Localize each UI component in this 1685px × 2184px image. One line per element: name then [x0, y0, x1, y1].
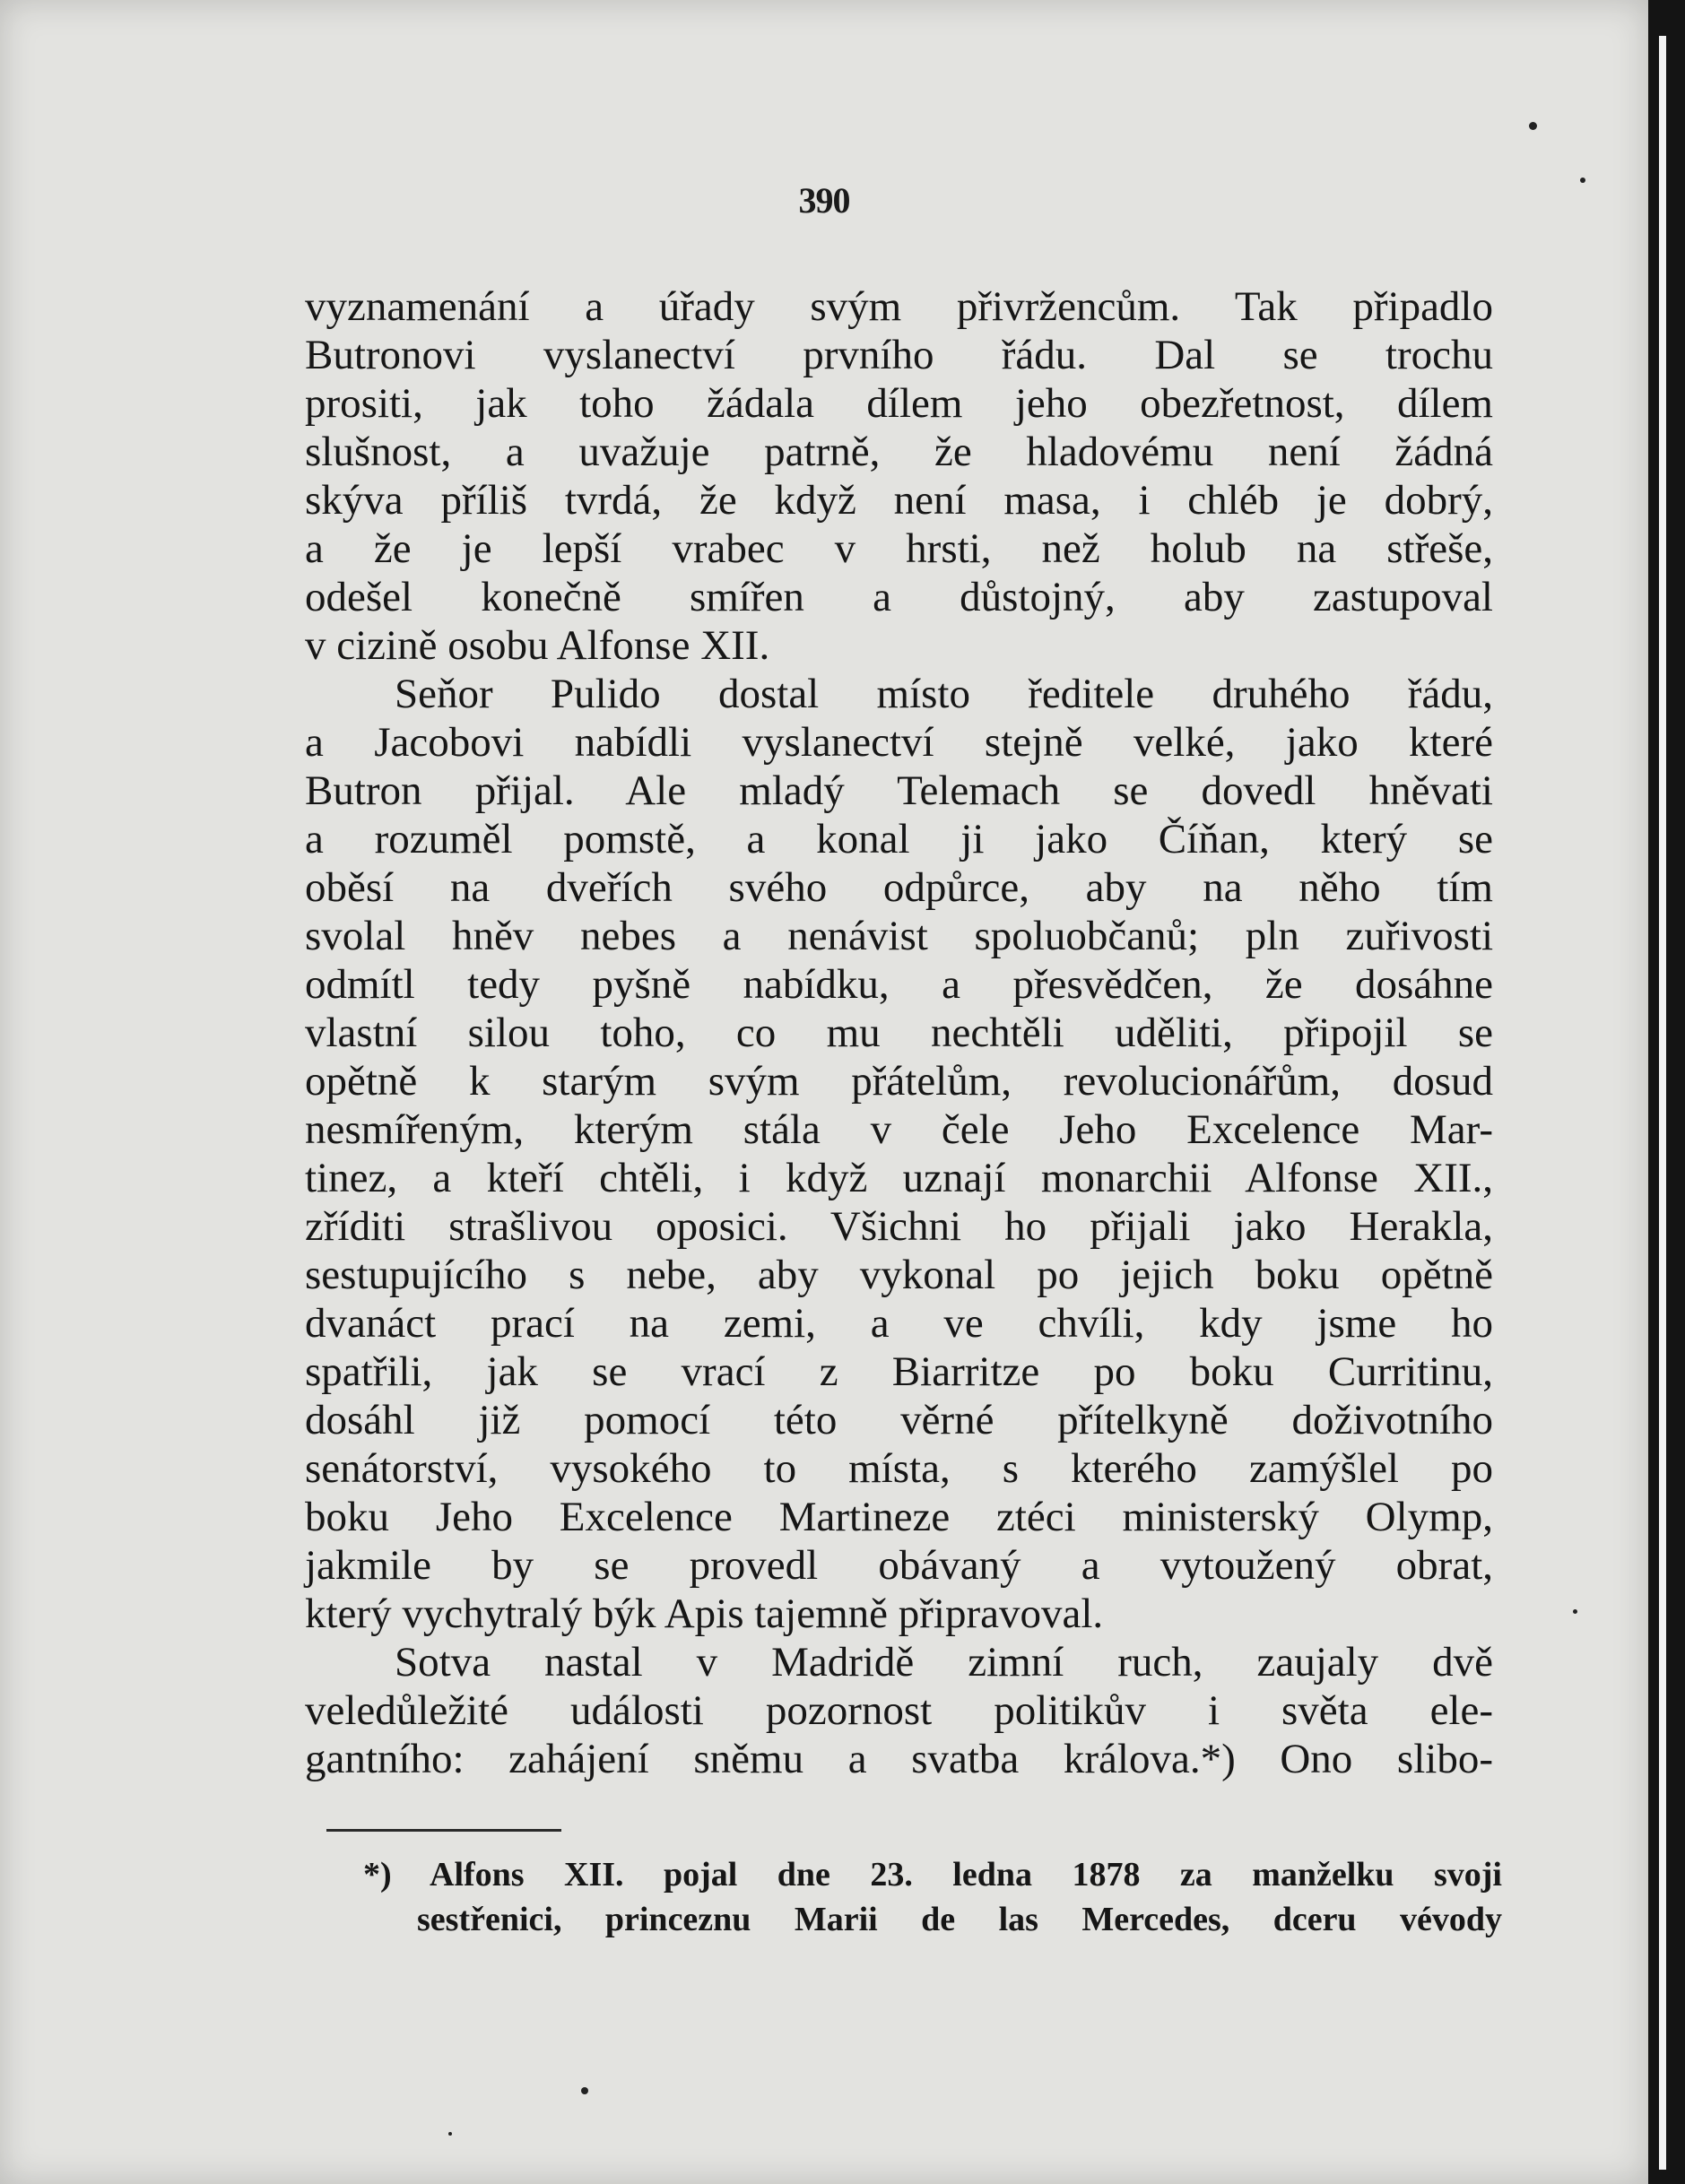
text-line: který vychytralý býk Apis tajemně připravoval.: [305, 1590, 1104, 1637]
text-line: dosáhl již pomocí této věrné přítelkyně doživotního: [305, 1397, 1493, 1443]
text-line: v cizině osobu Alfonse XII.: [305, 622, 770, 669]
text-line: prositi, jak toho žádala dílem jeho obezřetnost, dílem: [305, 380, 1493, 427]
footnote-line: *) Alfons XII. pojal dne 23. ledna 1878 za manželku svoji: [363, 1856, 1502, 1894]
text-line: spatřili, jak se vrací z Biarritze po boku Curritinu,: [305, 1348, 1493, 1395]
text-line: veledůležité události pozornost politikův i světa ele-: [305, 1687, 1493, 1734]
footnote: [363, 1852, 1502, 1942]
text-line: svolal hněv nebes a nenávist spoluobčanů; pln zuřivosti: [305, 913, 1493, 959]
page-edge-strip: [1659, 36, 1666, 2170]
print-speck: [1580, 178, 1585, 183]
text-line: opětně k starým svým přátelům, revolucionářům, dosud: [305, 1058, 1493, 1105]
paragraph-start-line: Seňor Pulido dostal místo ředitele druhého řádu,: [395, 671, 1493, 717]
scan-edge: [1648, 0, 1685, 2184]
print-speck: [448, 2132, 452, 2136]
body-text: [305, 282, 1493, 1783]
text-line: nesmířeným, kterým stála v čele Jeho Excelence Mar-: [305, 1106, 1493, 1153]
print-speck: [581, 2087, 588, 2094]
text-line: odmítl tedy pyšně nabídku, a přesvědčen, že dosáhne: [305, 961, 1493, 1008]
text-line: Butron přijal. Ale mladý Telemach se dovedl hněvati: [305, 767, 1493, 814]
text-line: tinez, a kteří chtěli, i když uznají monarchii Alfonse XII.,: [305, 1155, 1493, 1201]
text-line: zříditi strašlivou oposici. Všichni ho přijali jako Herakla,: [305, 1203, 1493, 1250]
paragraph-start-line: Sotva nastal v Madridě zimní ruch, zaujaly dvě: [395, 1639, 1493, 1686]
text-line: Butronovi vyslanectví prvního řádu. Dal se trochu: [305, 332, 1493, 378]
text-line: jakmile by se provedl obávaný a vytoužený obrat,: [305, 1542, 1493, 1589]
text-line: a rozuměl pomstě, a konal ji jako Číňan, který se: [305, 816, 1493, 862]
footnote-line: sestřenici, princeznu Marii de las Mercedes, dceru vévody: [417, 1901, 1502, 1938]
text-line: boku Jeho Excelence Martineze ztéci ministerský Olymp,: [305, 1494, 1493, 1540]
text-line: skýva příliš tvrdá, že když není masa, i chléb je dobrý,: [305, 477, 1493, 524]
text-line: slušnost, a uvažuje patrně, že hladovému není žádná: [305, 429, 1493, 475]
footnote-divider: [326, 1829, 561, 1832]
text-line: gantního: zahájení sněmu a svatba králova.*) Ono slibo-: [305, 1736, 1493, 1782]
print-speck: [1529, 122, 1537, 130]
text-line: odešel konečně smířen a důstojný, aby zastupoval: [305, 574, 1493, 620]
text-line: vyznamenání a úřady svým přivržencům. Tak připadlo: [305, 283, 1493, 330]
page-number: 390: [798, 180, 850, 221]
print-speck: [1573, 1609, 1577, 1614]
text-line: vlastní silou toho, co mu nechtěli uděliti, připojil se: [305, 1010, 1493, 1056]
text-line: senátorství, vysokého to místa, s kterého zamýšlel po: [305, 1445, 1493, 1492]
text-line: sestupujícího s nebe, aby vykonal po jejich boku opětně: [305, 1252, 1493, 1298]
text-line: a že je lepší vrabec v hrsti, než holub na střeše,: [305, 525, 1493, 572]
text-line: dvanáct prací na zemi, a ve chvíli, kdy jsme ho: [305, 1300, 1493, 1347]
text-line: a Jacobovi nabídli vyslanectví stejně velké, jako které: [305, 719, 1493, 766]
text-line: oběsí na dveřích svého odpůrce, aby na něho tím: [305, 864, 1493, 911]
